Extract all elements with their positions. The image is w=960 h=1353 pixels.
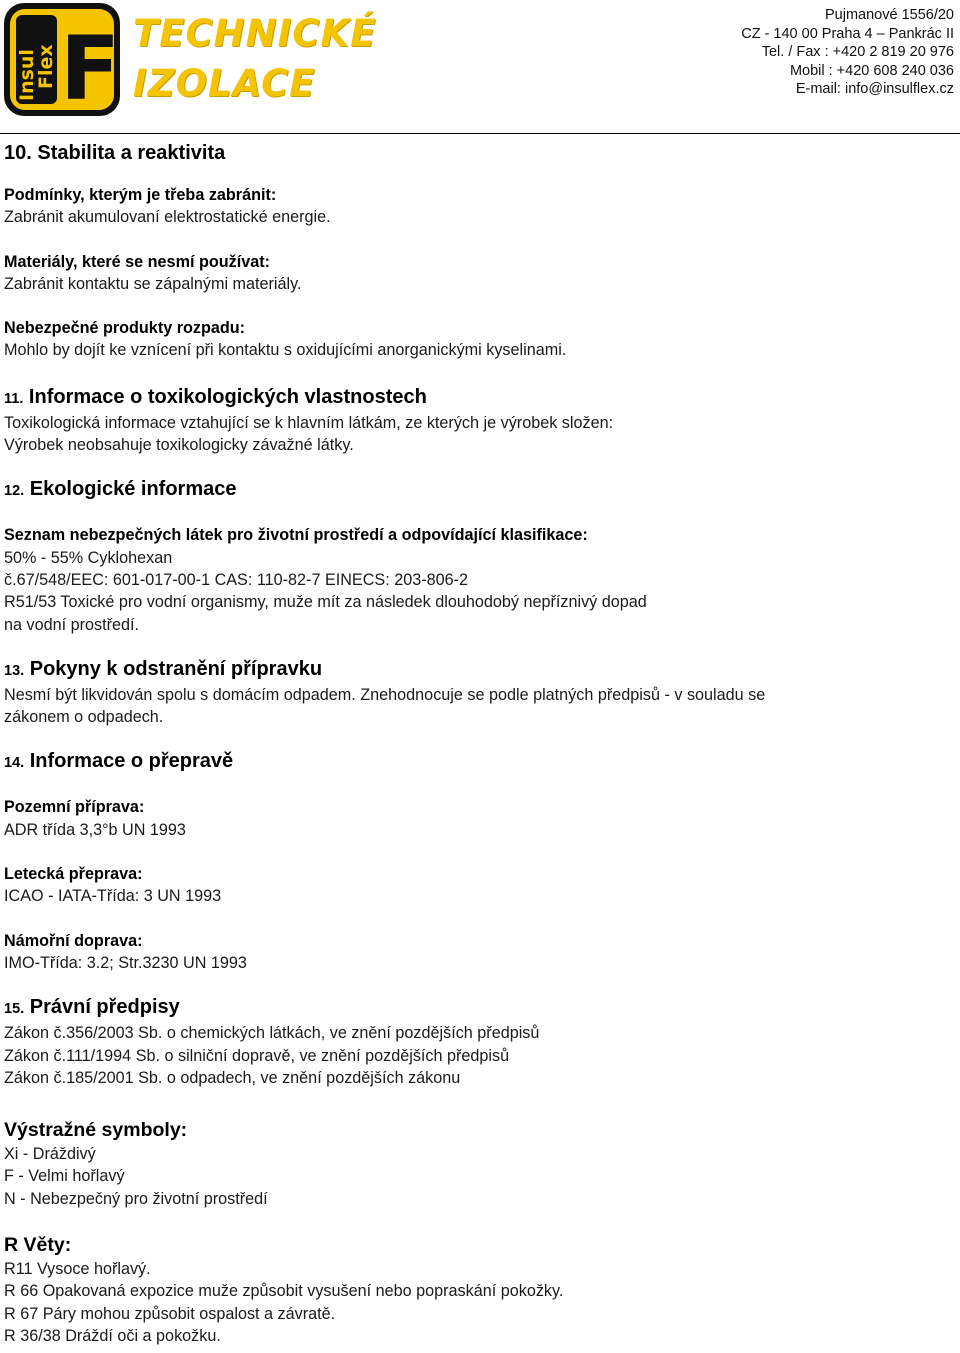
symbol-f: F - Velmi hořlavý: [4, 1167, 125, 1186]
s12-text-1: 50% - 55% Cyklohexan: [4, 548, 173, 567]
contact-mobile: Mobil : +420 608 240 036: [789, 62, 954, 79]
section-13-heading: [4, 656, 954, 684]
s12-text-2: č.67/548/EEC: 601-017-00-1 CAS: 110-82-7 EINECS: 203-806-2: [4, 570, 469, 589]
page-header: [0, 0, 960, 135]
contact-email[interactable]: E-mail: info@insulflex.cz: [795, 81, 954, 98]
s13-text-2: zákonem o odpadech.: [4, 708, 164, 727]
s12-text-3: R51/53 Toxické pro vodní organismy, muže mít za následek dlouhodobý nepříznivý dopad: [4, 593, 647, 612]
section-11-number: 11.: [4, 390, 24, 407]
logo-letter-f: F: [60, 17, 120, 116]
brand-line-2: IZOLACE: [133, 62, 316, 105]
contact-address: Pujmanové 1556/20: [825, 7, 954, 23]
section-10-title: 10. Stabilita a reaktivita: [4, 142, 226, 164]
section-12-number: 12.: [4, 483, 25, 500]
contact-block: [741, 6, 954, 99]
s11-text-2: Výrobek neobsahuje toxikologicky závažné látky.: [4, 436, 354, 455]
symbol-n: N - Nebezpečný pro životní prostředí: [4, 1189, 268, 1208]
s15-text-3: Zákon č.185/2001 Sb. o odpadech, ve znění pozdějších zákonu: [4, 1068, 461, 1087]
r-phrases-title: R Věty:: [4, 1234, 72, 1257]
section-13-number: 13.: [4, 662, 25, 679]
section-11-heading: [4, 384, 954, 412]
contact-city: CZ - 140 00 Praha 4 – Pankrác II: [741, 25, 954, 42]
s10-label-materials: Materiály, které se nesmí používat:: [4, 252, 270, 271]
section-15-title: Právní předpisy: [29, 996, 180, 1019]
s10-text-products: Mohlo by dojít ke vznícení při kontaktu s oxidujícími anorganickými kyselinami.: [4, 341, 567, 360]
section-14-title: Informace o přepravě: [29, 750, 234, 773]
section-14-heading: [4, 748, 954, 776]
logo-text-insul: Insul: [16, 49, 38, 101]
section-11-title: Informace o toxikologických vlastnostech: [28, 385, 427, 408]
r-phrase-11: R11 Vysoce hořlavý.: [4, 1260, 151, 1279]
insulflex-logo: [4, 3, 120, 116]
s14-text-air: ICAO - IATA-Třída: 3 UN 1993: [4, 887, 222, 906]
section-15-number: 15.: [4, 1001, 25, 1018]
r-phrase-67: R 67 Páry mohou způsobit ospalost a závratě.: [4, 1304, 336, 1323]
s10-text-materials: Zabránit kontaktu se zápalnými materiály.: [4, 274, 302, 293]
s10-text-conditions: Zabránit akumulovaní elektrostatické energie.: [4, 208, 331, 227]
s14-label-sea: Námořní doprava:: [4, 931, 143, 950]
s10-label-conditions: Podmínky, kterým je třeba zabránit:: [4, 186, 277, 204]
s15-text-2: Zákon č.111/1994 Sb. o silniční dopravě, ve znění pozdějších předpisů: [4, 1046, 510, 1065]
s15-text-1: Zákon č.356/2003 Sb. o chemických látkách, ve znění pozdějších předpisů: [4, 1024, 540, 1043]
header-divider: [0, 133, 960, 134]
section-12-title: Ekologické informace: [29, 478, 237, 501]
brand-name: [133, 14, 393, 106]
brand-line-1: TECHNICKÉ: [133, 12, 377, 55]
s10-label-products: Nebezpečné produkty rozpadu:: [4, 319, 246, 338]
s12-label-substances: Seznam nebezpečných látek pro životní prostředí a odpovídající klasifikace:: [4, 526, 588, 545]
s11-text-1: Toxikologická informace vztahující se k hlavním látkám, ze kterých je výrobek složen:: [4, 413, 614, 432]
s14-label-air: Letecká přeprava:: [4, 865, 143, 884]
symbol-xi: Xi - Dráždivý: [4, 1145, 96, 1164]
section-12-heading: [4, 476, 954, 504]
s13-text-1: Nesmí být likvidován spolu s domácím odpadem. Znehodnocuje se podle platných předpisů - v souladu se: [4, 685, 766, 704]
r-phrase-36-38: R 36/38 Dráždí oči a pokožku.: [4, 1326, 221, 1345]
contact-phone: Tel. / Fax : +420 2 819 20 976: [761, 44, 954, 61]
warning-symbols-title: Výstražné symboly:: [4, 1119, 188, 1142]
document-body: [4, 140, 954, 1347]
s14-text-sea: IMO-Třída: 3.2; Str.3230 UN 1993: [4, 953, 247, 972]
logo-text-flex: Flex: [35, 44, 57, 89]
r-phrase-66: R 66 Opakovaná expozice muže způsobit vysušení nebo popraskání pokožky.: [4, 1282, 564, 1301]
section-15-heading: [4, 994, 954, 1022]
section-13-title: Pokyny k odstranění přípravku: [29, 657, 323, 680]
s12-text-4: na vodní prostředí.: [4, 615, 139, 634]
s14-text-land: ADR třída 3,3°b UN 1993: [4, 820, 186, 839]
s14-label-land: Pozemní příprava:: [4, 798, 145, 817]
section-14-number: 14.: [4, 755, 25, 772]
